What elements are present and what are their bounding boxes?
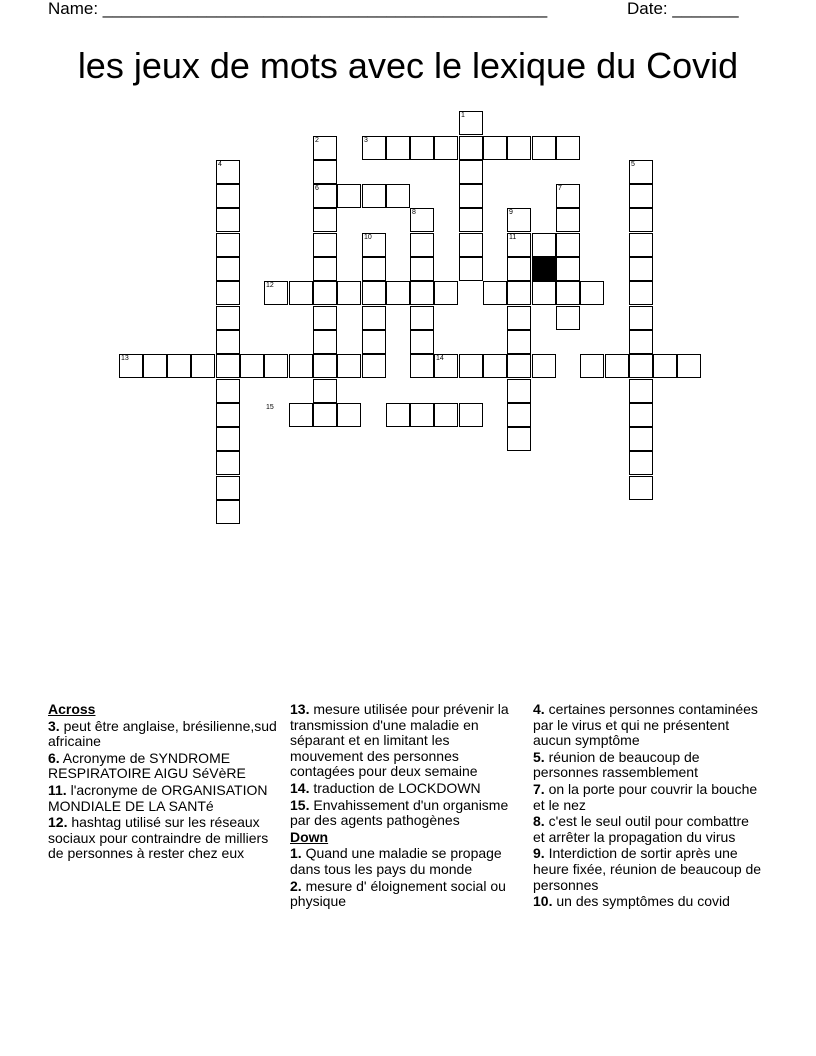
grid-cell[interactable]: [240, 354, 264, 378]
grid-cell[interactable]: [410, 257, 434, 281]
grid-cell[interactable]: [629, 403, 653, 427]
grid-cell[interactable]: [362, 306, 386, 330]
grid-cell[interactable]: [580, 281, 604, 305]
clue-number: 5.: [533, 748, 545, 765]
grid-cell[interactable]: [556, 184, 580, 208]
grid-cell[interactable]: [532, 281, 556, 305]
grid-cell[interactable]: [216, 500, 240, 524]
grid-cell[interactable]: [459, 184, 483, 208]
grid-cell[interactable]: [313, 403, 337, 427]
down-clue-list: [290, 846, 522, 909]
clue-number-label: 12: [266, 282, 274, 289]
grid-cell[interactable]: [459, 257, 483, 281]
grid-cell[interactable]: [386, 136, 410, 160]
page-title: les jeux de mots avec le lexique du Covid: [77, 45, 739, 86]
grid-cell[interactable]: [507, 257, 531, 281]
grid-cell[interactable]: [410, 136, 434, 160]
grid-cell[interactable]: [216, 160, 240, 184]
grid-cell[interactable]: [507, 330, 531, 354]
grid-cell[interactable]: [434, 281, 458, 305]
grid-cell[interactable]: [629, 330, 653, 354]
grid-cell[interactable]: [677, 354, 701, 378]
grid-cell[interactable]: [313, 184, 337, 208]
grid-cell[interactable]: [507, 427, 531, 451]
clues-column-3: [533, 702, 763, 911]
grid-cell[interactable]: [216, 233, 240, 257]
clue-text: Acronyme de SYNDROME RESPIRATOIRE AIGU SéVèRE: [48, 749, 246, 782]
grid-cell[interactable]: [507, 403, 531, 427]
clue-text: on la porte pour couvrir la bouche et le nez: [533, 780, 758, 813]
grid-cell[interactable]: [605, 354, 629, 378]
grid-cell[interactable]: [629, 233, 653, 257]
grid-cell[interactable]: [483, 281, 507, 305]
clue-item: [290, 879, 522, 910]
grid-cell[interactable]: [313, 354, 337, 378]
grid-cell[interactable]: [556, 136, 580, 160]
grid-cell[interactable]: [362, 330, 386, 354]
grid-cell[interactable]: [313, 160, 337, 184]
grid-cell[interactable]: [459, 136, 483, 160]
clue-text: mesure d' éloignement social ou physique: [290, 877, 506, 910]
grid-cell[interactable]: [556, 306, 580, 330]
clue-item: [533, 782, 763, 813]
clue-item: [533, 894, 763, 910]
grid-cell[interactable]: [313, 281, 337, 305]
grid-cell[interactable]: [507, 136, 531, 160]
grid-cell[interactable]: [289, 354, 313, 378]
clue-text: mesure utilisée pour prévenir la transmission d'une maladie en séparant et en limitant les mouvement des personnes contagées pour deux semaine: [290, 701, 509, 780]
grid-cell[interactable]: [483, 354, 507, 378]
grid-cell[interactable]: [264, 354, 288, 378]
clue-number-label: 5: [631, 161, 635, 168]
grid-cell[interactable]: [216, 403, 240, 427]
clue-item: [290, 798, 522, 829]
grid-cell[interactable]: [410, 233, 434, 257]
grid-cell[interactable]: [216, 476, 240, 500]
grid-cell[interactable]: [629, 184, 653, 208]
grid-cell[interactable]: [386, 281, 410, 305]
clue-text: c'est le seul outil pour combattre et arrêter la propagation du virus: [533, 813, 749, 845]
grid-cell[interactable]: [653, 354, 677, 378]
grid-cell[interactable]: [216, 354, 240, 378]
clue-number: 1.: [290, 845, 302, 862]
grid-cell[interactable]: [313, 257, 337, 281]
clue-number: 12.: [48, 814, 68, 831]
clue-number-label: 2: [315, 137, 319, 144]
grid-cell[interactable]: [629, 427, 653, 451]
clue-number-label: 6: [315, 185, 319, 192]
grid-cell[interactable]: [289, 403, 313, 427]
grid-cell[interactable]: [507, 354, 531, 378]
clue-number-label: 4: [218, 161, 222, 168]
grid-cell[interactable]: [362, 184, 386, 208]
clue-item: [290, 846, 522, 877]
grid-cell[interactable]: [216, 208, 240, 232]
grid-cell[interactable]: [459, 233, 483, 257]
clue-text: peut être anglaise, brésilienne,sud africaine: [48, 717, 277, 750]
grid-cell[interactable]: [337, 403, 361, 427]
grid-cell[interactable]: [459, 403, 483, 427]
clue-number: 4.: [533, 701, 545, 717]
grid-cell[interactable]: [629, 281, 653, 305]
grid-cell[interactable]: [313, 379, 337, 403]
grid-cell[interactable]: [629, 257, 653, 281]
blocked-cell: [532, 257, 556, 281]
grid-cell[interactable]: [362, 281, 386, 305]
clue-text: réunion de beaucoup de personnes rassemblement: [533, 748, 700, 781]
grid-cell[interactable]: [629, 451, 653, 475]
grid-cell[interactable]: [337, 354, 361, 378]
grid-cell[interactable]: [459, 354, 483, 378]
clue-item: [48, 751, 278, 782]
clue-item: [533, 846, 763, 893]
grid-cell[interactable]: [580, 354, 604, 378]
clue-number-label: 1: [461, 112, 465, 119]
grid-cell[interactable]: [410, 306, 434, 330]
clue-number: 7.: [533, 780, 545, 797]
grid-cell[interactable]: [410, 330, 434, 354]
grid-cell[interactable]: [556, 257, 580, 281]
grid-cell[interactable]: [434, 354, 458, 378]
grid-cell[interactable]: [556, 233, 580, 257]
grid-cell[interactable]: [337, 184, 361, 208]
clue-text: hashtag utilisé sur les réseaux sociaux pour contraindre de milliers de personnes à rester chez eux: [48, 814, 269, 862]
clue-item: [48, 815, 278, 862]
grid-cell[interactable]: [337, 281, 361, 305]
grid-cell[interactable]: [362, 257, 386, 281]
clue-number-label: 9: [509, 209, 513, 216]
grid-cell[interactable]: [459, 160, 483, 184]
grid-cell[interactable]: [167, 354, 191, 378]
grid-cell[interactable]: [216, 451, 240, 475]
grid-cell[interactable]: [313, 330, 337, 354]
grid-cell[interactable]: [313, 306, 337, 330]
date-field-label: Date: _______: [627, 0, 739, 18]
across-clue-list: [48, 719, 278, 862]
grid-cell[interactable]: [313, 233, 337, 257]
grid-cell[interactable]: [629, 160, 653, 184]
clue-number: 10.: [533, 893, 553, 910]
grid-cell[interactable]: [216, 427, 240, 451]
clue-item: [290, 702, 522, 780]
clue-number-label: 14: [436, 355, 444, 362]
grid-cell[interactable]: [313, 136, 337, 160]
clue-item: [48, 783, 278, 814]
grid-cell[interactable]: [556, 208, 580, 232]
clue-number-label: 7: [558, 185, 562, 192]
grid-cell[interactable]: [629, 379, 653, 403]
grid-cell[interactable]: [289, 281, 313, 305]
grid-cell[interactable]: [556, 281, 580, 305]
grid-cell[interactable]: [216, 281, 240, 305]
grid-cell[interactable]: [216, 330, 240, 354]
grid-cell[interactable]: [410, 403, 434, 427]
grid-cell[interactable]: [216, 184, 240, 208]
grid-cell[interactable]: [459, 111, 483, 135]
grid-cell[interactable]: [434, 403, 458, 427]
grid-cell[interactable]: [410, 354, 434, 378]
clue-item: [533, 750, 763, 781]
grid-cell[interactable]: [629, 476, 653, 500]
grid-cell[interactable]: [459, 208, 483, 232]
clue-item: [533, 702, 763, 749]
grid-cell[interactable]: [216, 257, 240, 281]
grid-cell[interactable]: [362, 136, 386, 160]
grid-cell[interactable]: [532, 136, 556, 160]
clue-item: [533, 814, 763, 845]
grid-cell[interactable]: [119, 354, 143, 378]
grid-cell[interactable]: [386, 184, 410, 208]
grid-cell[interactable]: [191, 354, 215, 378]
clue-number: 13.: [290, 701, 310, 717]
grid-cell[interactable]: [264, 281, 288, 305]
grid-cell[interactable]: [532, 354, 556, 378]
grid-cell[interactable]: [216, 306, 240, 330]
grid-cell[interactable]: [507, 208, 531, 232]
clues-column-1: [48, 702, 278, 863]
grid-cell[interactable]: [410, 208, 434, 232]
clue-number-label: 13: [121, 355, 129, 362]
clue-text: certaines personnes contaminées par le virus et qui ne présentent aucun symptôme: [533, 701, 758, 749]
clue-number: 15.: [290, 796, 310, 813]
clue-number: 14.: [290, 779, 310, 796]
clue-number-label: 8: [412, 209, 416, 216]
grid-cell[interactable]: [507, 379, 531, 403]
clue-number: 9.: [533, 845, 545, 862]
across-clue-list-continued: [290, 702, 522, 829]
grid-cell[interactable]: [216, 379, 240, 403]
grid-cell[interactable]: [386, 403, 410, 427]
clue-number: 3.: [48, 717, 60, 734]
grid-cell[interactable]: [434, 136, 458, 160]
grid-cell[interactable]: [629, 354, 653, 378]
clue-number: 2.: [290, 877, 302, 894]
clue-number: 11.: [48, 781, 67, 798]
grid-cell[interactable]: [362, 233, 386, 257]
clue-text: l'acronyme de ORGANISATION MONDIALE DE LA SANTé: [48, 781, 268, 814]
across-heading: Across: [48, 701, 96, 717]
grid-cell[interactable]: [507, 306, 531, 330]
grid-cell[interactable]: [629, 306, 653, 330]
clue-number-label: 11: [509, 234, 517, 241]
clue-number-label: 10: [364, 234, 372, 241]
clues-column-2: [290, 702, 522, 911]
grid-cell[interactable]: [483, 136, 507, 160]
clue-text: un des symptômes du covid: [552, 893, 730, 910]
grid-cell[interactable]: [143, 354, 167, 378]
down-heading: Down: [290, 828, 329, 845]
name-field-label: Name: _______________________________________________: [48, 0, 548, 18]
grid-cell[interactable]: [507, 281, 531, 305]
grid-cell[interactable]: [410, 281, 434, 305]
clue-text: traduction de LOCKDOWN: [309, 779, 481, 796]
clue-text: Interdiction de sortir après une heure fixée, réunion de beaucoup de personnes: [533, 845, 762, 893]
grid-cell[interactable]: [532, 233, 556, 257]
clue-number: 8.: [533, 813, 545, 830]
grid-cell[interactable]: [313, 208, 337, 232]
grid-cell[interactable]: [362, 354, 386, 378]
clue-text: Quand une maladie se propage dans tous les pays du monde: [290, 845, 502, 877]
grid-cell[interactable]: [507, 233, 531, 257]
clue-number: 6.: [48, 749, 60, 766]
clue-text: Envahissement d'un organisme par des agents pathogènes: [290, 796, 509, 829]
clue-item: [290, 781, 522, 797]
clue-number-label: 3: [364, 137, 368, 144]
down-clue-list-continued: [533, 702, 763, 910]
grid-cell[interactable]: [629, 208, 653, 232]
clue-number-label: 15: [266, 404, 274, 411]
clue-item: [48, 719, 278, 750]
